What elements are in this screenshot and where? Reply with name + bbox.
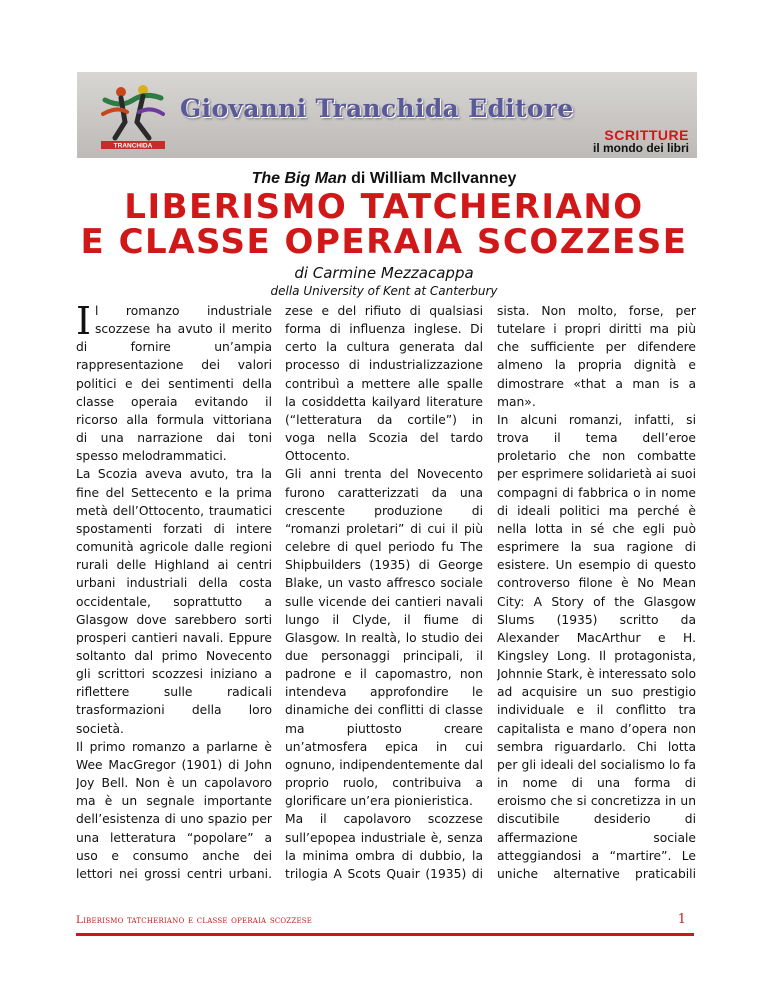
publisher-logo-icon [97, 78, 169, 150]
drop-cap: I [76, 302, 92, 343]
publisher-name: Giovanni Tranchida Editore [180, 94, 574, 123]
kicker [0, 170, 768, 188]
logo-text: TRANCHIDA [113, 142, 153, 150]
article-column-2 [285, 302, 483, 882]
rubric-subtitle: il mondo dei libri [593, 141, 689, 155]
kicker-author: di William McIlvanney [346, 170, 517, 187]
header-banner [77, 72, 697, 158]
book-title: The Big Man [251, 170, 347, 187]
article-column-1 [76, 302, 272, 882]
author-affiliation: della University of Kent at Canterbury [270, 284, 498, 298]
footer-rule [76, 933, 694, 936]
article-column-3 [497, 302, 696, 882]
column-3-text: sista. Non molto, forse, per tutelare i propri diritti ma più che sufficiente per difendere almeno la propria dignità e dimostrare «that a man is a man». In alcuni romanzi, infatti, si trova il tema dell’eroe proletario che non combatte per esprimere solidarietà ai suoi compagni di fabbrica o in nome di ideali politici ma perché è nella lotta in sé che egli può esprimere la sua ragione di esistere. Un esempio di questo controverso filone è No Mean City: A Story of the Glasgow Slums (1935) scritto da Alexander MacArthur e H. Kingsley Long. Il protagonista, Johnnie Stark, è interessato solo ad acquisire un suo prestigio individuale e il conflitto tra capitalista e mano d’opera non sembra riguardarlo. Chi lotta per gli ideali del socialismo lo fa in nome di una forma di eroismo che si concretizza in un discutibile desiderio di affermazione sociale atteggiandosi a “martire”. Le uniche alternative praticabili [497, 304, 696, 881]
running-title: Liberismo tatcheriano e classe operaia scozzese [76, 914, 313, 926]
column-2-text: zese e del rifiuto di qualsiasi forma di influenza inglese. Di certo la cultura generata dal processo di industrializzazione contribuì a mettere alle spalle la cosiddetta kailyard literature (“letteratura da cortile”) in voga nella Scozia del tardo Ottocento. Gli anni trenta del Novecento furono caratterizzati da una crescente produzione di “romanzi proletari” di cui il più celebre di quel periodo fu The Shipbuilders (1935) di George Blake, un vasto affresco sociale sulle vicende dei cantieri navali lungo il Clyde, il fiume di Glasgow. In realtà, lo studio dei due personaggi principali, il padrone e il capomastro, non intendeva approfondire le dinamiche dei conflitti di classe ma piuttosto creare un’atmosfera epica in cui ognuno, indipendentemente dal proprio ruolo, contribuiva a glorificare un’era pionieristica. Ma il capolavoro scozzese sull’epopea industriale è, senza la minima ombra di dubbio, la trilogia A Scots Quair (1935) di [285, 304, 483, 881]
page-number: 1 [677, 912, 686, 927]
rubric [593, 128, 689, 154]
headline: LIBERISMO TATCHERIANO E CLASSE OPERAIA SCOZZESE [80, 187, 688, 262]
rubric-title: SCRITTURE [604, 127, 689, 143]
article-author: di Carmine Mezzacappa [294, 264, 474, 282]
column-1-text: l romanzo industriale scozzese ha avuto il merito di fornire un’ampia rappresentazione dei valori politici e dei sentimenti della classe operaia evitando il ricorso alla formula vittoriana di una narrazione dai toni spesso melodrammatici. La Scozia aveva avuto, tra la fine del Settecento e la prima metà dell’Ottocento, traumatici spostamenti forzati di intere comunità agricole dalle regioni rurali delle Highland ai centri urbani industriali della costa occidentale, soprattutto a Glasgow dove sarebbero sorti prosperi cantieri navali. Eppure soltanto dal primo Novecento gli scrittori scozzesi iniziano a riflettere sulle radicali trasformazioni della loro società. Il primo romanzo a parlarne è Wee MacGregor (1901) di John Joy Bell. Non è un capolavoro ma è un segnale importante dell’esistenza di uno spazio per una letteratura “popolare” a uso e consumo anche dei lettori nei grossi centri urbani. [76, 304, 272, 881]
